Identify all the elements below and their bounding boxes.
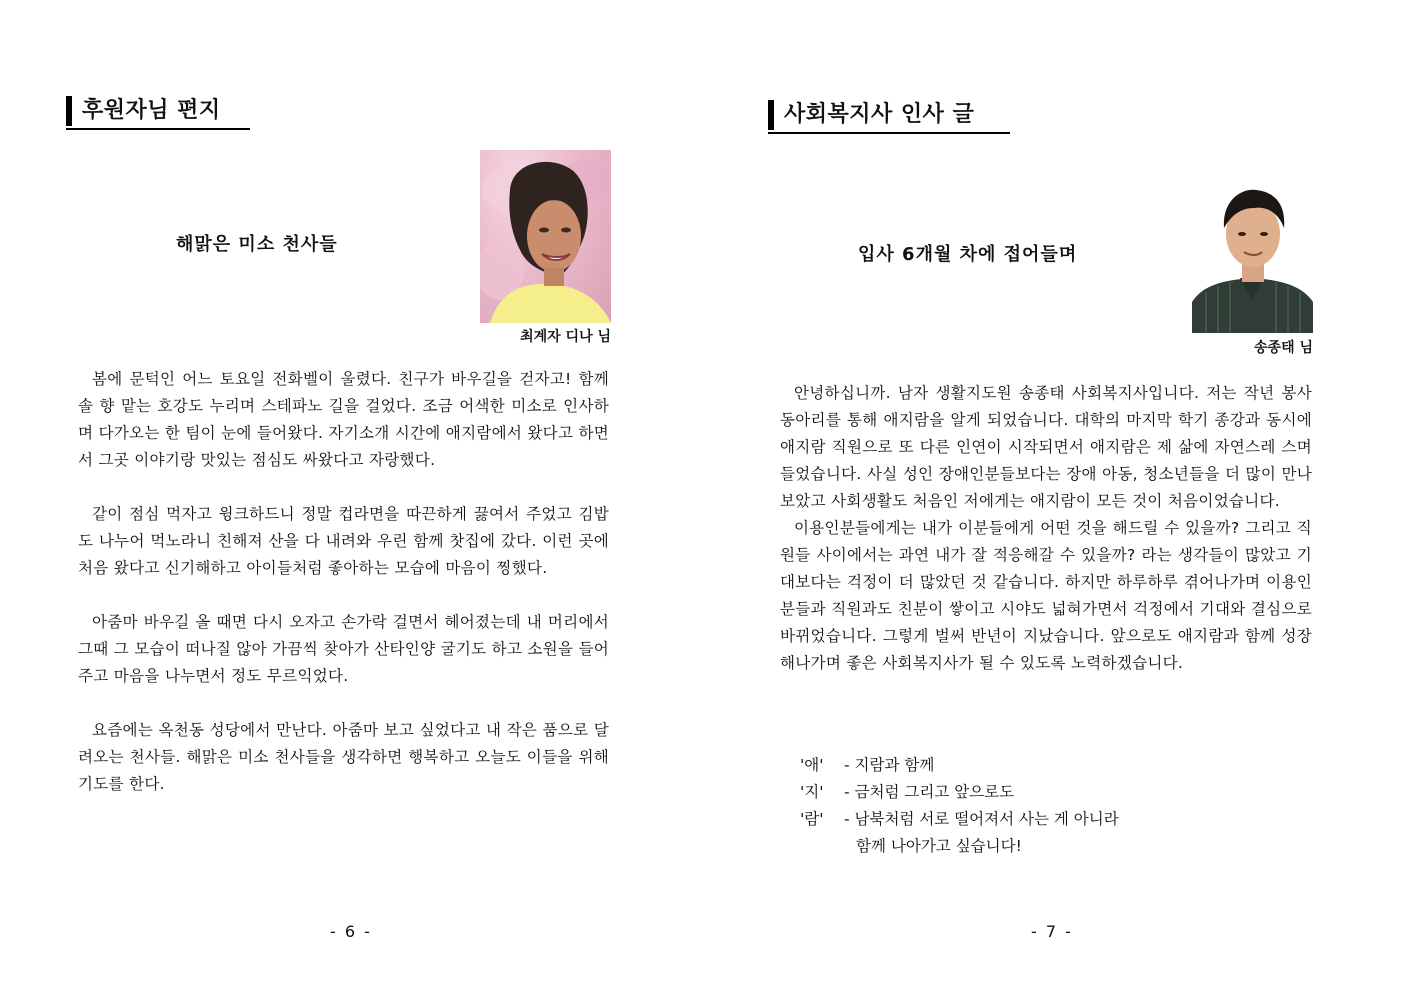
acrostic-continuation: 함께 나아가고 싶습니다! [856, 837, 1022, 855]
acrostic-line [800, 779, 1119, 806]
paragraph: 이용인분들에게는 내가 이분들에게 어떤 것을 해드릴 수 있을까? 그리고 직원들 사이에서는 과연 내가 잘 적응해갈 수 있을까? 라는 생각들이 많았고 기대보다는 걱정이 더 많았던 것 같습니다. 하지만 하루하루 겪어나가며 이용인분들과 직원과도 친분이 쌓이고 시야도 넓혀가면서 걱정에서 기대와 결심으로 바뀌었습니다. 그렇게 벌써 반년이 지났습니다. 앞으로도 애지람과 함께 성장해나가며 좋은 사회복지사가 될 수 있도록 노력하겠습니다. [780, 519, 1312, 672]
title-bar-marker [768, 100, 774, 130]
right-page [700, 0, 1403, 992]
paragraph: 봄에 문턱인 어느 토요일 전화벨이 울렸다. 친구가 바우길을 걷자고! 함께 솔 향 맡는 호강도 누리며 스테파노 길을 걸었다. 조금 어색한 미소로 인사하며 다가오는 한 팀이 눈에 들어왔다. 자기소개 시간에 애지람에서 왔다고 하면서 그곳 이야기랑 맛있는 점심도 싸왔다고 자랑했다. [78, 370, 609, 469]
paragraph: 요즘에는 옥천동 성당에서 만난다. 아줌마 보고 싶었다고 내 작은 품으로 달려오는 천사들. 해맑은 미소 천사들을 생각하면 행복하고 오늘도 이들을 위해 기도를 한다. [78, 721, 609, 793]
greeting-body [780, 380, 1312, 677]
acrostic-text: - 금처럼 그리고 앞으로도 [844, 783, 1015, 801]
acrostic-poem [800, 752, 1119, 860]
author-caption: 최계자 디나 님 [520, 329, 611, 345]
left-page [0, 0, 700, 992]
acrostic-line [800, 806, 1119, 833]
author-caption: 송종태 님 [1254, 340, 1313, 356]
section-title [768, 100, 1010, 134]
acrostic-key: '지' [800, 783, 824, 801]
section-title [66, 96, 250, 130]
portrait-photo [480, 150, 611, 323]
acrostic-key: '애' [800, 756, 824, 774]
acrostic-text: - 지람과 함께 [844, 756, 935, 774]
acrostic-text: - 남북처럼 서로 떨어져서 사는 게 아니라 [844, 810, 1119, 828]
portrait-photo [1192, 182, 1313, 333]
page-number: - 6 - [330, 922, 372, 941]
paragraph: 아줌마 바우길 올 때면 다시 오자고 손가락 걸면서 헤어졌는데 내 머리에서 그때 그 모습이 떠나질 않아 가끔씩 찾아가 산타인양 굴기도 하고 소원을 들어주고 마음을 나누면서 정도 무르익었다. [78, 613, 609, 685]
paragraph: 같이 점심 먹자고 윙크하드니 정말 컵라면을 따끈하게 끓여서 주었고 김밥도 나누어 먹노라니 친해져 산을 다 내려와 우린 함께 찻집에 갔다. 이런 곳에 처음 왔다고 신기해하고 아이들처럼 좋아하는 모습에 마음이 찡했다. [78, 505, 609, 577]
paragraph: 안녕하십니까. 남자 생활지도원 송종태 사회복지사입니다. 저는 작년 봉사 동아리를 통해 애지람을 알게 되었습니다. 대학의 마지막 학기 종강과 동시에 애지람 직원으로 또 다른 인연이 시작되면서 애지람은 제 삶에 자연스레 스며들었습니다. 사실 성인 장애인분들보다는 장애 아동, 청소년들을 더 많이 만나보았고 사회생활도 처음인 저에게는 애지람이 모든 것이 처음이었습니다. [780, 384, 1312, 510]
article-title: 입사 6개월 차에 접어들며 [858, 244, 1078, 265]
section-title-text: 후원자님 편지 [82, 98, 221, 123]
letter-body [78, 366, 609, 825]
acrostic-line [800, 752, 1119, 779]
article-title: 해맑은 미소 천사들 [176, 234, 338, 255]
acrostic-key: '람' [800, 810, 824, 828]
page-number: - 7 - [1031, 922, 1073, 941]
title-bar-marker [66, 96, 72, 126]
section-title-text: 사회복지사 인사 글 [784, 102, 975, 127]
